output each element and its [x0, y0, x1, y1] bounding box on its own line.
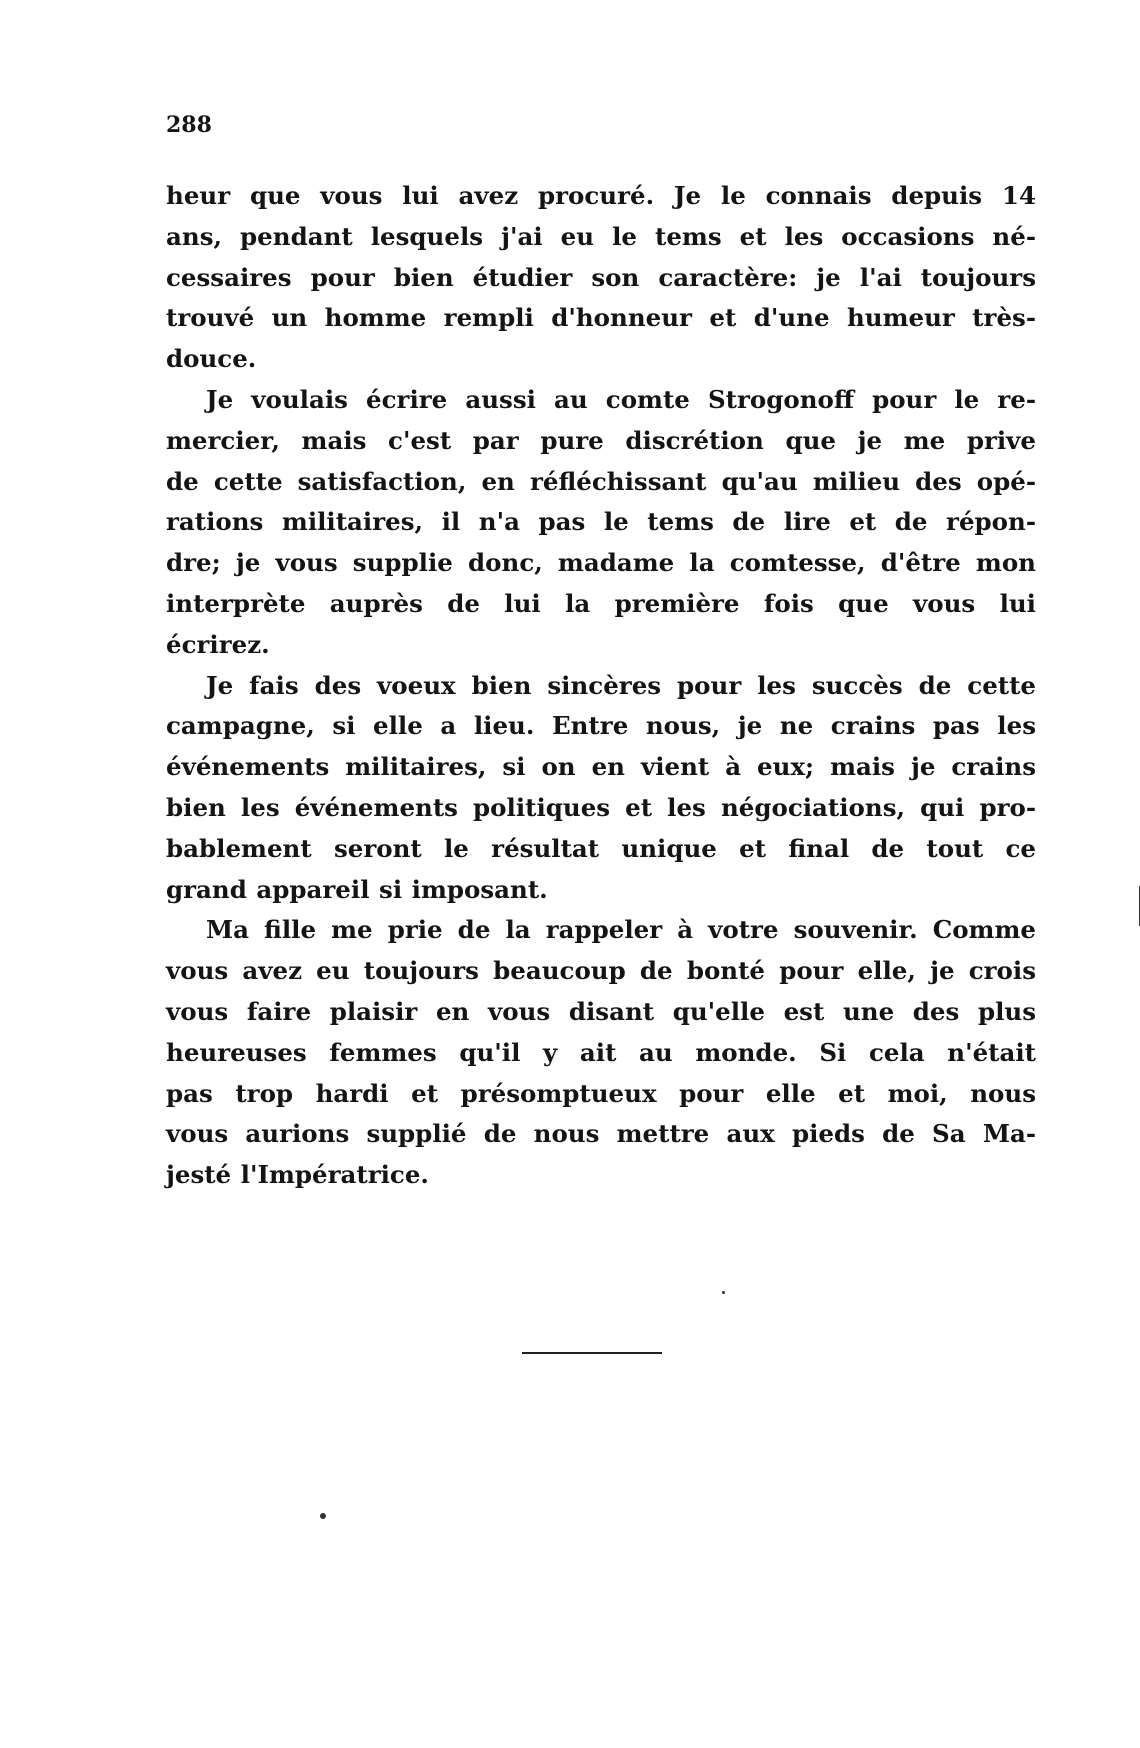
- text-line: Ma fille me prie de la rappeler à votre souvenir. Comme: [206, 915, 1036, 945]
- text-line: Je voulais écrire aussi au comte Strogonoff pour le re-: [206, 384, 1036, 414]
- print-speck: [320, 1513, 326, 1519]
- paragraph: [166, 176, 1036, 380]
- text-line: interprète auprès de lui la première fois que vous lui: [166, 588, 1036, 618]
- text-line: cessaires pour bien étudier son caractère: je l'ai toujours: [166, 262, 1036, 292]
- paragraph: [166, 380, 1036, 666]
- body-text: [166, 176, 1036, 1196]
- section-separator: [522, 1352, 662, 1354]
- text-line: heureuses femmes qu'il y ait au monde. Si cela n'était: [166, 1037, 1036, 1067]
- paragraph: [166, 666, 1036, 911]
- text-line: jesté l'Impératrice.: [166, 1160, 429, 1190]
- text-line: de cette satisfaction, en réfléchissant qu'au milieu des opé-: [166, 466, 1036, 496]
- text-line: grand appareil si imposant.: [166, 874, 548, 904]
- text-line: vous faire plaisir en vous disant qu'elle est une des plus: [166, 996, 1036, 1026]
- text-line: Je fais des voeux bien sincères pour les succès de cette: [206, 670, 1036, 700]
- text-line: dre; je vous supplie donc, madame la comtesse, d'être mon: [166, 548, 1036, 578]
- text-line: trouvé un homme rempli d'honneur et d'une humeur très-: [166, 303, 1036, 333]
- text-line: bablement seront le résultat unique et final de tout ce: [166, 833, 1036, 863]
- page-number: 288: [166, 112, 212, 138]
- text-line: bien les événements politiques et les négociations, qui pro-: [166, 792, 1036, 822]
- paragraph: [166, 910, 1036, 1196]
- text-line: vous avez eu toujours beaucoup de bonté pour elle, je crois: [166, 956, 1036, 986]
- text-line: mercier, mais c'est par pure discrétion que je me prive: [166, 425, 1036, 455]
- text-line: ans, pendant lesquels j'ai eu le tems et les occasions né-: [166, 221, 1036, 251]
- text-line: campagne, si elle a lieu. Entre nous, je ne crains pas les: [166, 711, 1036, 741]
- text-line: heur que vous lui avez procuré. Je le connais depuis 14: [166, 181, 1036, 210]
- text-line: pas trop hardi et présomptueux pour elle et moi, nous: [166, 1078, 1036, 1108]
- text-line: vous aurions supplié de nous mettre aux pieds de Sa Ma-: [166, 1119, 1036, 1149]
- text-line: événements militaires, si on en vient à eux; mais je crains: [166, 752, 1036, 782]
- print-speck: [722, 1291, 725, 1294]
- text-line: rations militaires, il n'a pas le tems de lire et de répon-: [166, 507, 1036, 537]
- text-line: douce.: [166, 344, 257, 374]
- text-line: écrirez.: [166, 629, 270, 659]
